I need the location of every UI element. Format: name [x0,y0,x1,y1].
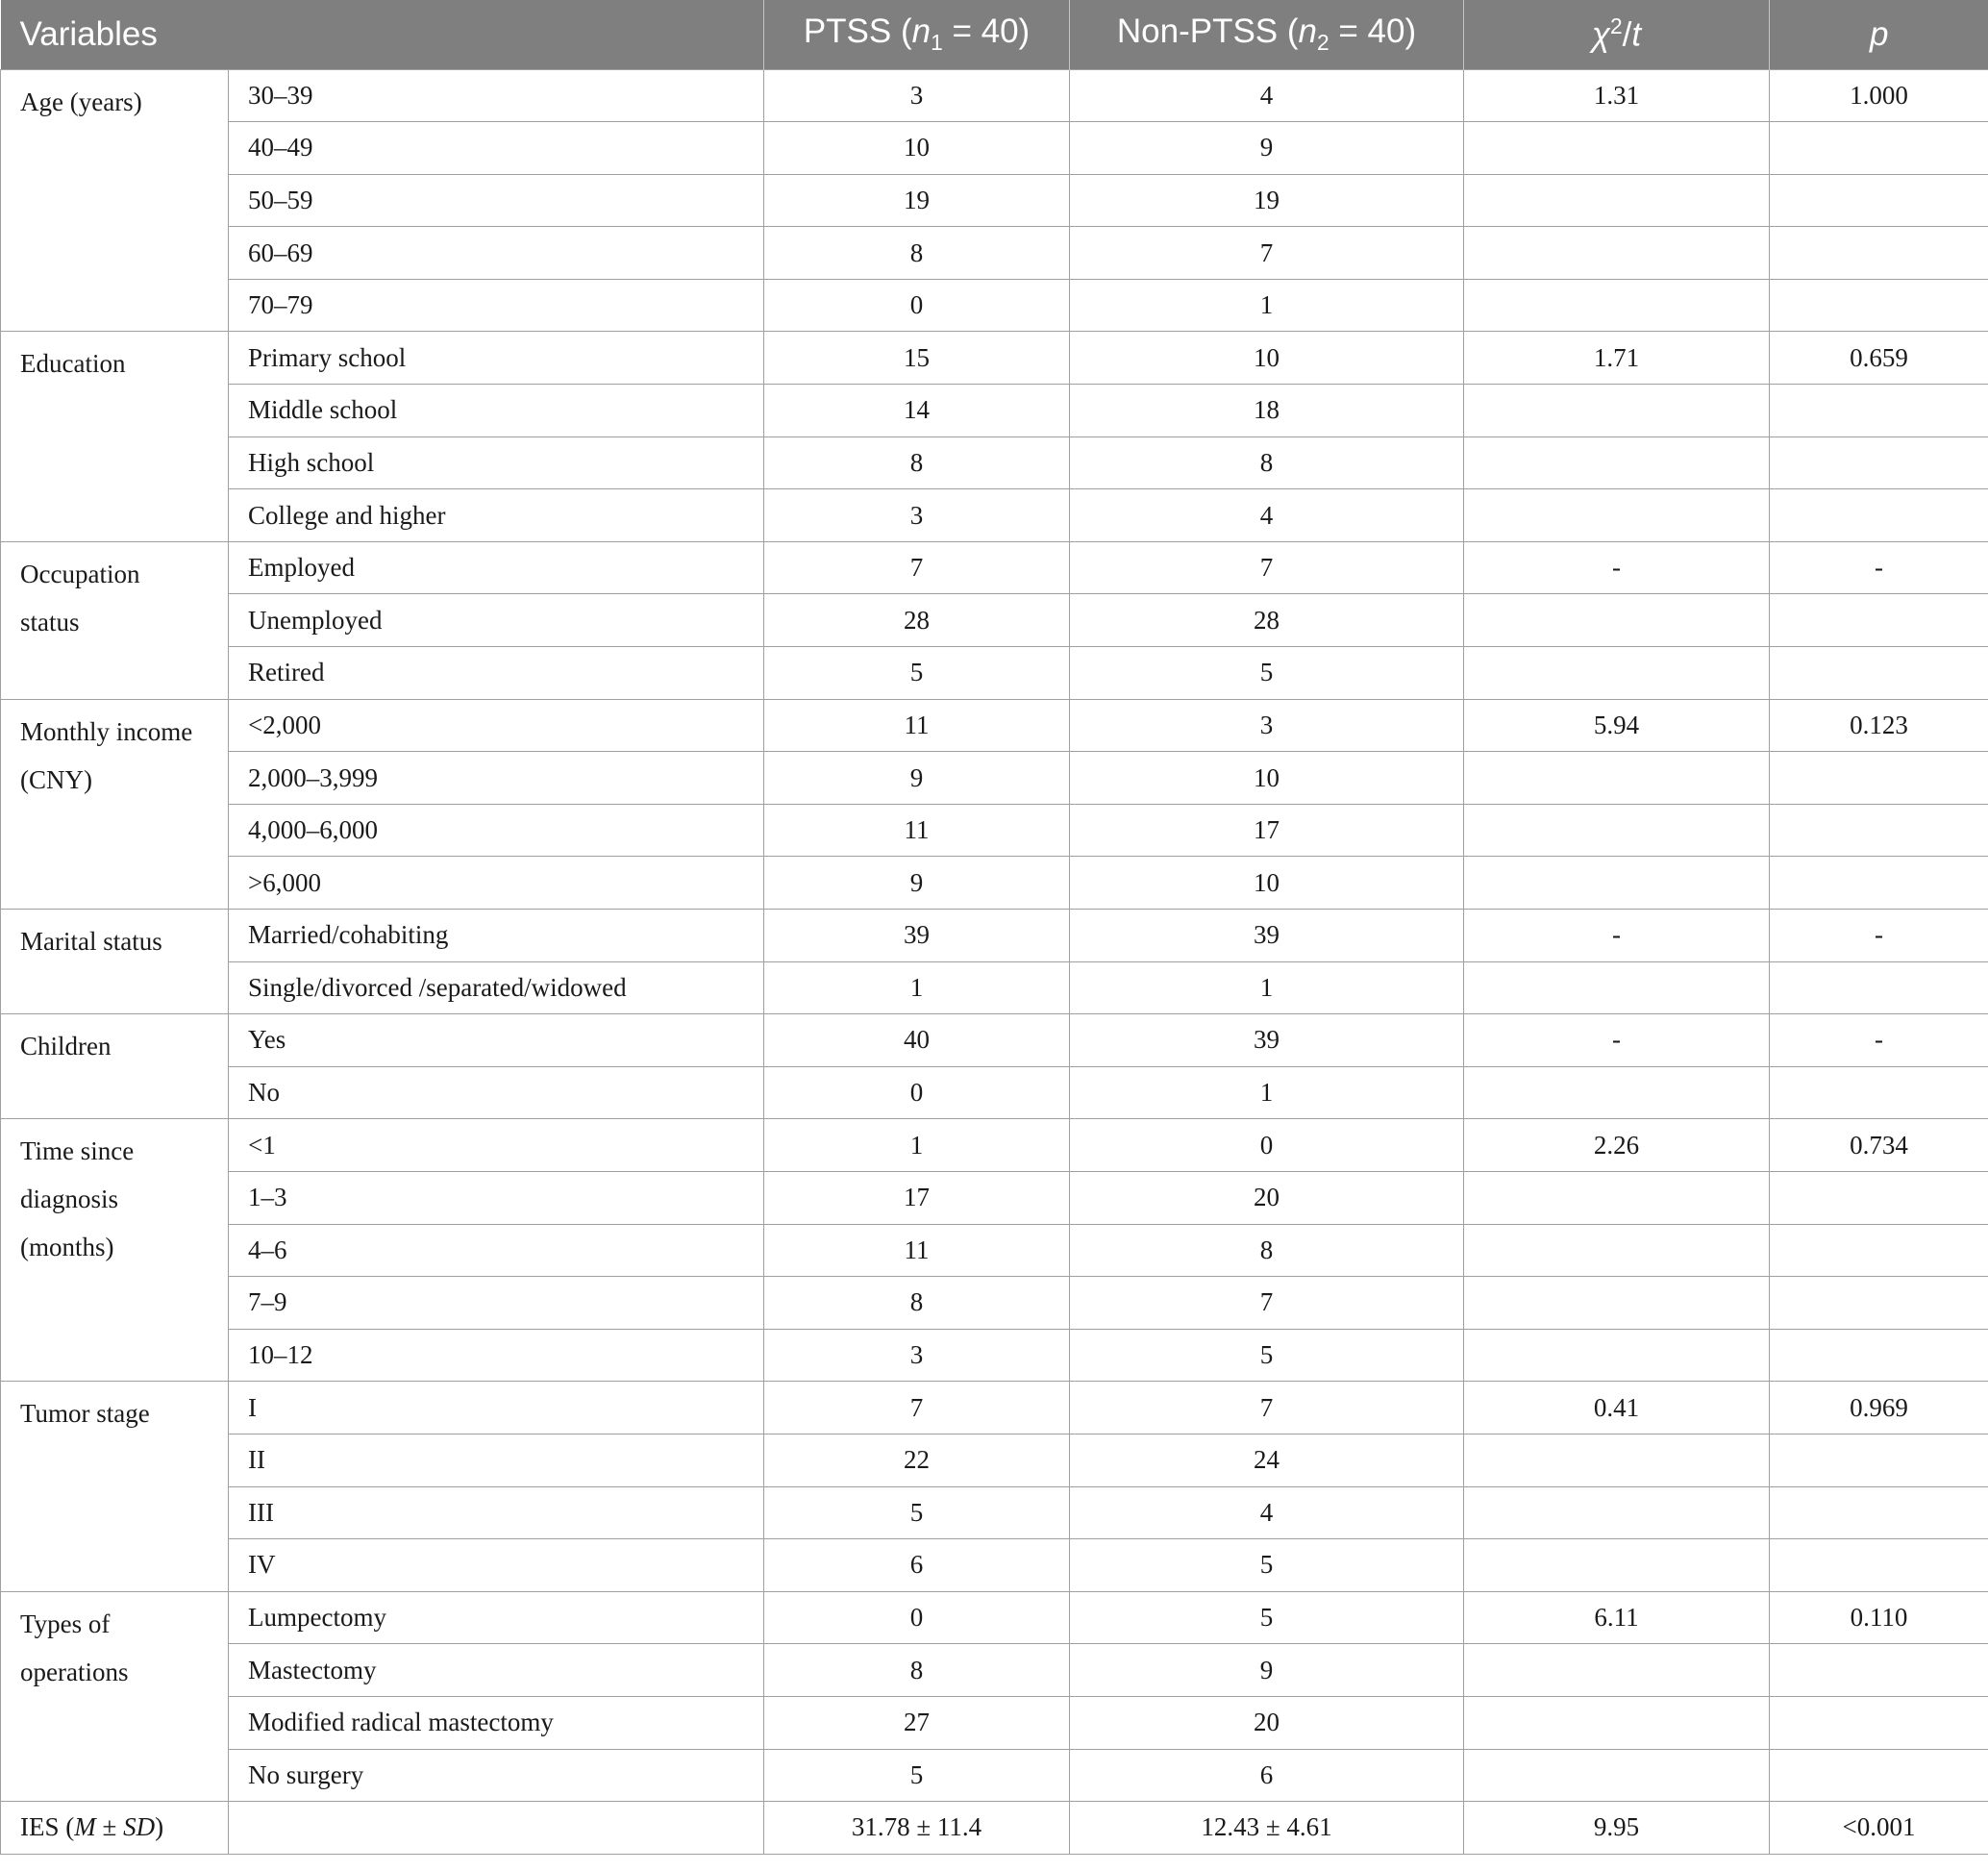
ptss-count: 8 [764,227,1070,280]
table-row [1,1644,1988,1697]
non-ptss-count: 8 [1070,437,1464,489]
statistic-value [1464,1749,1770,1802]
category-label: Primary school [229,332,764,385]
header-variables: Variables [19,14,158,53]
p-value [1770,1066,1988,1119]
ies-row [1,1802,1988,1855]
statistic-value [1464,1066,1770,1119]
category-label: Retired [229,647,764,700]
statistic-value [1464,489,1770,542]
non-ptss-count: 5 [1070,1539,1464,1592]
non-ptss-count: 5 [1070,1591,1464,1644]
p-value [1770,594,1988,647]
p-value [1770,1486,1988,1539]
non-ptss-count: 7 [1070,227,1464,280]
ptss-count: 6 [764,1539,1070,1592]
header-ptss: PTSS $(n_1 = 40)$ [764,0,1070,69]
ptss-count: 9 [764,857,1070,910]
table-row [1,647,1988,700]
statistic-value [1464,279,1770,332]
non-ptss-count: 1 [1070,1066,1464,1119]
category-label: College and higher [229,489,764,542]
p-value [1770,1696,1988,1749]
non-ptss-count: 20 [1070,1696,1464,1749]
ptss-count: 9 [764,752,1070,805]
non-ptss-count: 5 [1070,647,1464,700]
statistic-value [1464,1539,1770,1592]
p-value [1770,1749,1988,1802]
category-label: Mastectomy [229,1644,764,1697]
group-label: Monthly income (CNY) [1,699,229,909]
non-ptss-count: 4 [1070,1486,1464,1539]
ptss-count: 5 [764,1749,1070,1802]
p-value [1770,961,1988,1014]
non-ptss-count: 1 [1070,279,1464,332]
p-value [1770,804,1988,857]
ptss-count: 40 [764,1014,1070,1067]
ies-sub-empty [229,1802,764,1855]
statistic-value: - [1464,541,1770,594]
category-label: Unemployed [229,594,764,647]
group-label: Education [1,332,229,541]
table-row [1,541,1988,594]
p-value [1770,279,1988,332]
statistic-value [1464,752,1770,805]
statistic-value [1464,1277,1770,1330]
ptss-count: 11 [764,699,1070,752]
category-label: Yes [229,1014,764,1067]
non-ptss-count: 8 [1070,1224,1464,1277]
p-value: - [1770,1014,1988,1067]
table-row [1,1486,1988,1539]
statistic-value: - [1464,910,1770,962]
category-label: 1–3 [229,1171,764,1224]
statistic-value [1464,1486,1770,1539]
p-value: 0.110 [1770,1591,1988,1644]
category-label: >6,000 [229,857,764,910]
statistic-value [1464,594,1770,647]
table-row [1,279,1988,332]
ptss-count: 7 [764,541,1070,594]
ies-statistic-value: 9.95 [1464,1802,1770,1855]
statistic-value: 5.94 [1464,699,1770,752]
category-label: Married/cohabiting [229,910,764,962]
non-ptss-count: 20 [1070,1171,1464,1224]
non-ptss-count: 9 [1070,122,1464,175]
statistic-value [1464,227,1770,280]
statistic-value: 1.31 [1464,69,1770,122]
p-value [1770,857,1988,910]
table-row [1,385,1988,437]
ies-non-ptss-value: 12.43 ± 4.61 [1070,1802,1464,1855]
group-label: Tumor stage [1,1382,229,1591]
non-ptss-count: 7 [1070,541,1464,594]
p-value [1770,385,1988,437]
table-row [1,332,1988,385]
ptss-count: 22 [764,1434,1070,1486]
table-row [1,1382,1988,1434]
non-ptss-count: 6 [1070,1749,1464,1802]
ptss-count: 17 [764,1171,1070,1224]
ptss-count: 11 [764,804,1070,857]
statistic-value [1464,385,1770,437]
table-row [1,227,1988,280]
table-row [1,1329,1988,1382]
non-ptss-count: 17 [1070,804,1464,857]
p-value [1770,1539,1988,1592]
ies-label: IES (M ± SD) [1,1802,229,1855]
p-value [1770,489,1988,542]
ptss-count: 1 [764,1119,1070,1172]
non-ptss-count: 7 [1070,1382,1464,1434]
category-label: No [229,1066,764,1119]
ptss-count: 0 [764,1066,1070,1119]
non-ptss-count: 28 [1070,594,1464,647]
category-label: 10–12 [229,1329,764,1382]
table-row [1,437,1988,489]
p-value [1770,1171,1988,1224]
category-label: Single/divorced /separated/widowed [229,961,764,1014]
non-ptss-count: 5 [1070,1329,1464,1382]
ies-p-value: <0.001 [1770,1802,1988,1855]
ptss-count: 5 [764,647,1070,700]
category-label: Middle school [229,385,764,437]
ptss-count: 27 [764,1696,1070,1749]
category-label: 30–39 [229,69,764,122]
category-label: Lumpectomy [229,1591,764,1644]
header-non-ptss: Non-PTSS $(n_2 = 40)$ [1070,0,1464,69]
category-label: 4–6 [229,1224,764,1277]
statistic-value [1464,437,1770,489]
non-ptss-count: 4 [1070,489,1464,542]
category-label: Employed [229,541,764,594]
statistic-value: - [1464,1014,1770,1067]
category-label: II [229,1434,764,1486]
p-value [1770,1277,1988,1330]
table-row [1,1171,1988,1224]
category-label: 4,000–6,000 [229,804,764,857]
statistic-value [1464,1224,1770,1277]
ptss-count: 0 [764,279,1070,332]
statistic-value [1464,961,1770,1014]
table-row [1,752,1988,805]
ptss-count: 19 [764,174,1070,227]
category-label: 40–49 [229,122,764,175]
p-value [1770,227,1988,280]
p-value [1770,1434,1988,1486]
header-statistic: $\chi^2/t$ [1464,0,1770,69]
table-row [1,857,1988,910]
ptss-count: 8 [764,437,1070,489]
ptss-count: 15 [764,332,1070,385]
ptss-count: 7 [764,1382,1070,1434]
table-row [1,1224,1988,1277]
category-label: No surgery [229,1749,764,1802]
table-row [1,489,1988,542]
table-body [1,69,1988,1854]
table-row [1,1066,1988,1119]
p-value [1770,752,1988,805]
ptss-count: 8 [764,1277,1070,1330]
statistic-value [1464,857,1770,910]
p-value [1770,1224,1988,1277]
table-row [1,69,1988,122]
non-ptss-count: 18 [1070,385,1464,437]
non-ptss-count: 0 [1070,1119,1464,1172]
group-label: Types of operations [1,1591,229,1801]
non-ptss-count: 10 [1070,752,1464,805]
p-value: - [1770,910,1988,962]
statistic-value [1464,1434,1770,1486]
ptss-count: 0 [764,1591,1070,1644]
non-ptss-count: 9 [1070,1644,1464,1697]
group-label: Occupation status [1,541,229,699]
ies-ptss-value: 31.78 ± 11.4 [764,1802,1070,1855]
p-value [1770,437,1988,489]
ptss-count: 39 [764,910,1070,962]
non-ptss-count: 3 [1070,699,1464,752]
ptss-count: 14 [764,385,1070,437]
non-ptss-count: 39 [1070,910,1464,962]
table-row [1,174,1988,227]
table-row [1,594,1988,647]
header-p-value: p [1770,0,1988,69]
category-label: <2,000 [229,699,764,752]
category-label: 60–69 [229,227,764,280]
ptss-count: 1 [764,961,1070,1014]
p-value [1770,1644,1988,1697]
statistic-value: 2.26 [1464,1119,1770,1172]
statistic-value [1464,174,1770,227]
ptss-count: 8 [764,1644,1070,1697]
statistic-value: 1.71 [1464,332,1770,385]
p-value: 0.123 [1770,699,1988,752]
statistic-value [1464,1329,1770,1382]
non-ptss-count: 10 [1070,332,1464,385]
ptss-count: 5 [764,1486,1070,1539]
category-label: 2,000–3,999 [229,752,764,805]
non-ptss-count: 10 [1070,857,1464,910]
non-ptss-count: 7 [1070,1277,1464,1330]
statistic-value [1464,647,1770,700]
statistic-value [1464,804,1770,857]
category-label: 7–9 [229,1277,764,1330]
table-row [1,1591,1988,1644]
category-label: High school [229,437,764,489]
statistic-value [1464,1696,1770,1749]
ptss-count: 28 [764,594,1070,647]
ptss-count: 3 [764,489,1070,542]
table-row [1,1749,1988,1802]
statistic-value [1464,1644,1770,1697]
group-label: Age (years) [1,69,229,332]
category-label: 70–79 [229,279,764,332]
ptss-count: 3 [764,69,1070,122]
category-label: Modified radical mastectomy [229,1696,764,1749]
p-value: 0.734 [1770,1119,1988,1172]
category-label: 50–59 [229,174,764,227]
table-row [1,1434,1988,1486]
category-label: IV [229,1539,764,1592]
non-ptss-count: 4 [1070,69,1464,122]
ptss-count: 10 [764,122,1070,175]
statistic-value: 0.41 [1464,1382,1770,1434]
non-ptss-count: 19 [1070,174,1464,227]
ptss-count: 3 [764,1329,1070,1382]
table-row [1,1696,1988,1749]
table-row [1,804,1988,857]
table-row [1,961,1988,1014]
statistic-value: 6.11 [1464,1591,1770,1644]
non-ptss-count: 24 [1070,1434,1464,1486]
table-header-row [1,0,1988,69]
category-label: <1 [229,1119,764,1172]
statistic-value [1464,122,1770,175]
p-value: - [1770,541,1988,594]
table-row [1,1277,1988,1330]
table-row [1,1539,1988,1592]
table-row [1,910,1988,962]
group-label: Time since diagnosis (months) [1,1119,229,1382]
p-value [1770,122,1988,175]
table-row [1,1119,1988,1172]
table-row [1,699,1988,752]
table-row [1,1014,1988,1067]
category-label: III [229,1486,764,1539]
p-value: 0.969 [1770,1382,1988,1434]
group-label: Marital status [1,910,229,1014]
statistic-value [1464,1171,1770,1224]
p-value: 0.659 [1770,332,1988,385]
non-ptss-count: 39 [1070,1014,1464,1067]
category-label: I [229,1382,764,1434]
ptss-count: 11 [764,1224,1070,1277]
p-value: 1.000 [1770,69,1988,122]
p-value [1770,1329,1988,1382]
p-value [1770,647,1988,700]
non-ptss-count: 1 [1070,961,1464,1014]
p-value [1770,174,1988,227]
table-row [1,122,1988,175]
group-label: Children [1,1014,229,1119]
